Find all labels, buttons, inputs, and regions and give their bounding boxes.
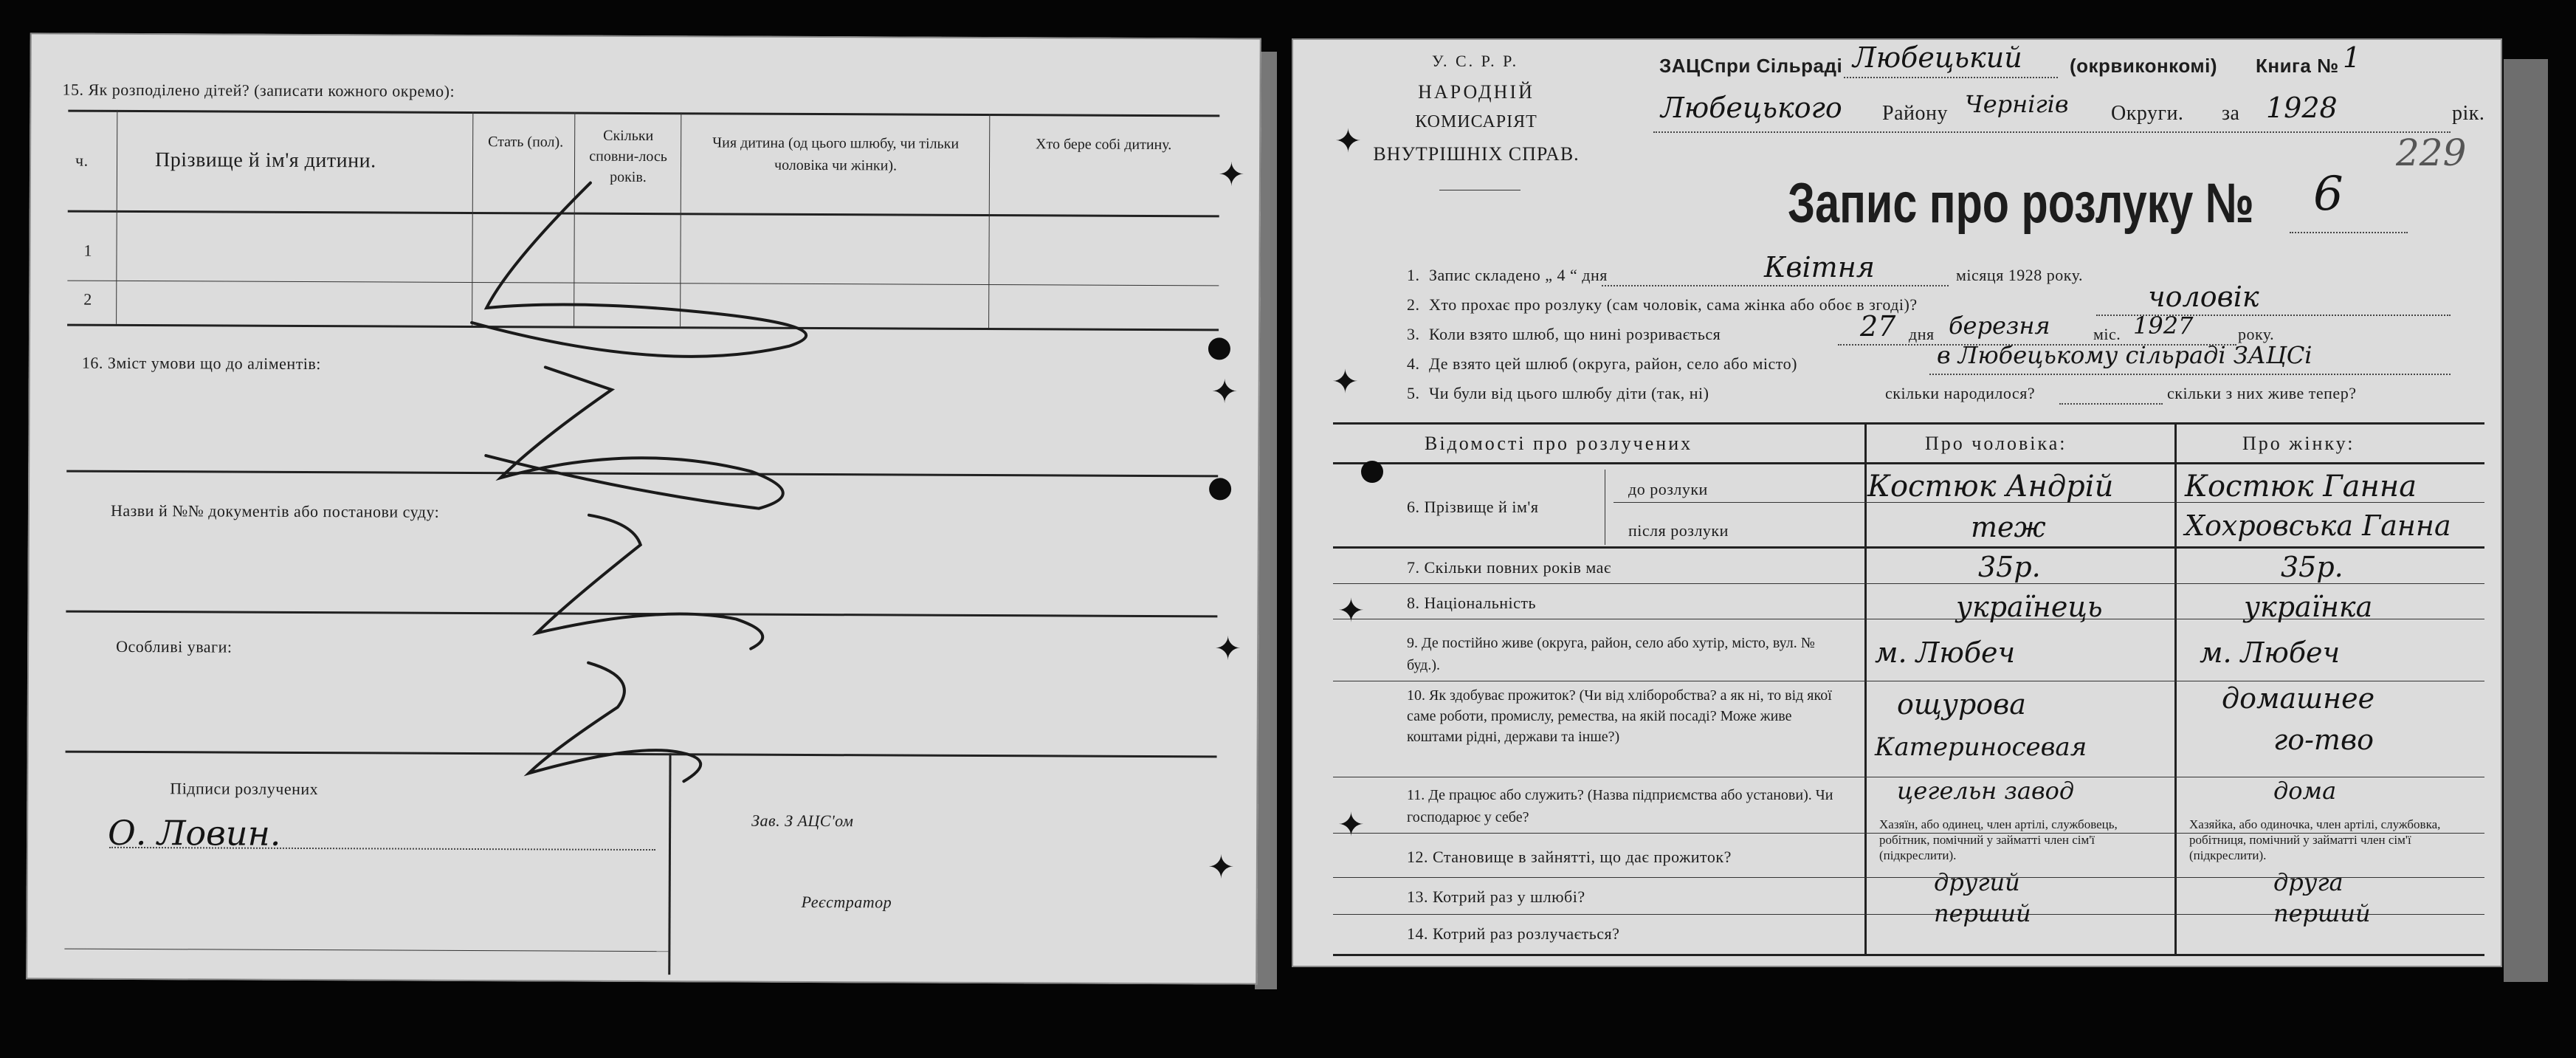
fill-line <box>1929 374 2451 375</box>
row6-before: до розлуки <box>1628 480 1708 498</box>
col-divider <box>988 114 990 328</box>
punch-mark: ✦ <box>1335 123 1362 159</box>
col-header-sex: Стать (пол). <box>488 134 564 151</box>
item-hand: чоловік <box>2148 281 2259 313</box>
header-wife: Про жінку: <box>2242 433 2355 454</box>
item-number: 2. <box>1407 295 1420 314</box>
divorcee-signature: О. Ловин. <box>107 812 281 853</box>
item-label: Хто прохає про розлуку (сам чоловік, сама жінка або обоє в згоді)? <box>1429 295 1918 314</box>
notes-label: Особливі уваги: <box>116 636 233 656</box>
fill-line <box>2059 403 2163 405</box>
wife-name-before: Костюк Ганна <box>2185 470 2417 504</box>
punch-mark: ✦ <box>1217 157 1245 193</box>
okrvik-label: (окрвиконкомі) <box>2070 55 2217 77</box>
table-bottom-rule <box>1333 954 2484 956</box>
header-husband: Про чоловіка: <box>1925 433 2067 454</box>
left-page <box>26 32 1261 984</box>
husband-name-before: Костюк Андрій <box>1867 470 2114 504</box>
husband-workplace: Катериносевая <box>1875 732 2087 762</box>
punch-hole <box>1208 337 1230 360</box>
husband-residence: м. Любеч <box>1875 636 2016 669</box>
zags-prefix: ЗАЦСпри Сільраді <box>1659 55 1843 77</box>
row-number: 1 <box>83 241 93 260</box>
col-header-num: ч. <box>75 151 89 170</box>
ministry-line: КОМИСАРІЯТ <box>1415 112 1537 131</box>
item-tail: скільки з них живе тепер? <box>2167 384 2357 402</box>
record-number-hand: 6 <box>2313 167 2343 221</box>
husband-name-after: теж <box>1971 511 2046 543</box>
item-tail: місяця 1928 року. <box>1956 266 2083 284</box>
row6-after: після розлуки <box>1628 521 1729 540</box>
husband-age: 35р. <box>1978 551 2041 583</box>
book-label: Книга № <box>2256 55 2339 77</box>
wife-nation: українка <box>2244 591 2373 623</box>
item-mid: дня <box>1909 325 1935 343</box>
book-number-hand: 1 <box>2343 41 2361 74</box>
row-rule <box>1333 546 2484 549</box>
punch-mark: ✦ <box>1210 374 1239 411</box>
col-header-who-takes: Хто бере собі дитину. <box>1036 136 1172 154</box>
wife-age: 35р. <box>2281 551 2343 583</box>
status-husband: Хазяїн, або одинец, член артілі, службовець, робітник, помічний у займатті член сім'ї (підкреслити). <box>1879 817 2118 862</box>
item-label: Запис складено „ 4 “ дня <box>1429 266 1608 284</box>
wife-workplace: дома <box>2273 777 2337 805</box>
wife-divorce: перший <box>2273 899 2371 927</box>
row-number: 2 <box>83 289 92 309</box>
corner-number-hand: 229 <box>2396 131 2467 174</box>
cancellation-scribble <box>440 160 856 797</box>
punch-hole <box>1361 461 1383 483</box>
col-header-whose: Чия дитина (од цього шлюбу, чи тільки чоловіка чи жінки). <box>712 134 960 174</box>
year-prefix: за <box>2222 102 2240 125</box>
wife-occupation: го-тво <box>2273 724 2374 756</box>
husband-occupation: ощурова <box>1897 688 2026 721</box>
item-number: 4. <box>1407 354 1420 373</box>
row13-label: 13. Котрий раз у шлюбі? <box>1407 887 1585 906</box>
zags-village-hand: Любецький <box>1853 41 2022 74</box>
item-tail: міс. <box>2093 325 2121 343</box>
col-divider <box>116 110 117 324</box>
item-number: 1. <box>1407 266 1420 284</box>
item-hand: Квітня <box>1764 251 1875 284</box>
fill-line <box>1602 285 1949 286</box>
row9-label: 9. Де постійно живе (округа, район, село або хутір, місто, вул. № буд.). <box>1407 635 1815 673</box>
header-info: Відомості про розлучених <box>1425 433 1693 454</box>
status-wife: Хазяйка, або одиночка, член артілі, службовка, робітниця, помічний у займатті член сім'ї (підкреслити). <box>2189 817 2441 862</box>
husband-marriage: другий <box>1934 868 2020 896</box>
item-hand: березня <box>1949 312 2050 340</box>
registrar-label: Реєстратор <box>801 892 892 912</box>
punch-mark: ✦ <box>1337 807 1365 843</box>
signature-bottom-rule <box>64 949 668 952</box>
wife-occupation: домашнее <box>2222 682 2375 715</box>
fill-line <box>1653 131 2451 133</box>
year-hand: 1928 <box>2266 92 2338 124</box>
q15-label: 15. Як розподілено дітей? (записати кожного окремо): <box>62 80 455 100</box>
row14-label: 14. Котрий раз розлучається? <box>1407 924 1620 943</box>
item-label: Коли взято шлюб, що нині розривається <box>1429 325 1721 343</box>
signatures-label: Підписи розлучених <box>170 779 319 799</box>
wife-marriage: друга <box>2273 868 2343 896</box>
item-tail: скільки народилося? <box>1885 384 2036 402</box>
row-rule <box>1333 583 2484 584</box>
item-label: Чи були від цього шлюбу діти (так, ні) <box>1429 384 1709 402</box>
row11-label: 11. Де працює або служить? (Назва підприємства або установи). Чи господарює у себе? <box>1407 787 1833 825</box>
table-header-rule <box>1333 462 2484 464</box>
husband-nation: українець <box>1956 591 2103 623</box>
record-title: Запис про розлуку № <box>1788 172 2254 235</box>
head-label: Зав. З АЦС'ом <box>751 811 854 831</box>
item-number: 5. <box>1407 384 1420 402</box>
table-top-rule <box>68 110 1219 117</box>
col-header-name: Прізвище й ім'я дитини. <box>154 148 376 173</box>
page-edge-shadow <box>2504 59 2548 982</box>
item-tail: року. <box>2238 325 2275 343</box>
ministry-line: ВНУТРІШНІХ СПРАВ. <box>1373 143 1580 165</box>
row6-label: 6. Прізвище й ім'я <box>1407 498 1539 516</box>
punch-mark: ✦ <box>1214 631 1242 667</box>
docs-label: Назви й №№ документів або постанови суду: <box>110 501 440 521</box>
row12-label: 12. Становище в зайнятті, що дає прожиток? <box>1407 848 1732 866</box>
row8-label: 8. Національність <box>1407 594 1537 612</box>
punch-mark: ✦ <box>1337 593 1365 629</box>
fill-line <box>1844 77 2058 78</box>
ministry-line: НАРОДНІЙ <box>1418 81 1535 103</box>
right-page <box>1292 38 2502 967</box>
husband-workplace: цегельн завод <box>1897 777 2075 805</box>
fill-line <box>2290 232 2408 233</box>
punch-mark: ✦ <box>1332 364 1359 400</box>
husband-divorce: перший <box>1934 899 2031 927</box>
q16-label: 16. Зміст умови що до аліментів: <box>81 353 322 374</box>
punch-mark: ✦ <box>1207 849 1235 886</box>
district-label: Району <box>1882 102 1948 125</box>
table-top-rule <box>1333 422 2484 425</box>
okrug-label: Округи. <box>2111 102 2184 125</box>
row10-label: 10. Як здобуває прожиток? (Чи від хліборобства? а як ні, то від якої саме роботи, промислу, ремества, на якій посаді? Може живе коштами рідні, держави та інше?) <box>1407 687 1832 745</box>
item-hand: 27 <box>1860 310 1896 343</box>
wife-residence: м. Любеч <box>2200 636 2341 669</box>
col-header-age: Скільки сповни-лось років. <box>589 127 667 186</box>
okrug-hand: Чернігів <box>1965 90 2069 118</box>
year-suffix: рік. <box>2452 102 2485 125</box>
item-hand: 1927 <box>2133 312 2194 340</box>
row7-label: 7. Скільки повних років має <box>1407 558 1611 577</box>
item-number: 3. <box>1407 325 1420 343</box>
district-hand: Любецького <box>1661 92 1842 124</box>
usrr-label: У. С. Р. Р. <box>1432 52 1519 70</box>
punch-hole <box>1209 478 1231 500</box>
item-hand: в Любецькому сільраді ЗАЦСі <box>1937 341 2312 369</box>
wife-name-after: Хохровська Ганна <box>2185 509 2451 542</box>
item-label: Де взято цей шлюб (округа, район, село або місто) <box>1429 354 1797 373</box>
